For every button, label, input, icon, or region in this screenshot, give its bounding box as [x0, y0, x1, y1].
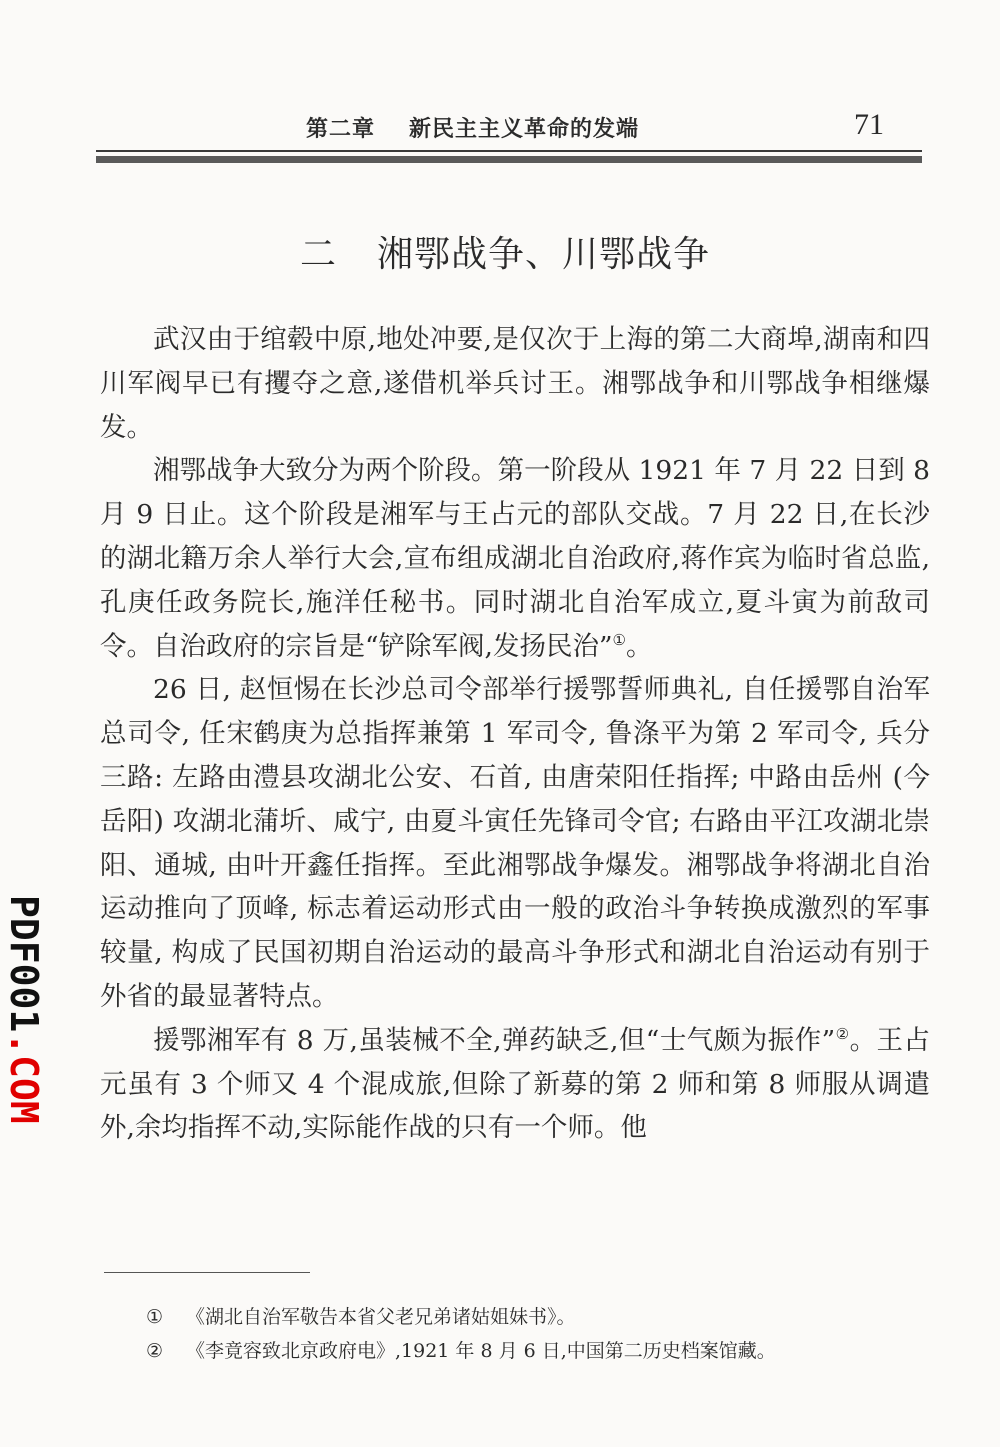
chapter-label: 第二章: [306, 117, 376, 142]
footnotes: [146, 1300, 926, 1368]
section-title: 湘鄂战争、川鄂战争: [377, 234, 711, 275]
site-watermark: [4, 895, 44, 1145]
page-number: 71: [854, 108, 884, 141]
footnote-ref: ②: [835, 1024, 850, 1043]
footnote-rule: [104, 1272, 310, 1273]
watermark-part2: .COM: [2, 1032, 46, 1124]
paragraph: [100, 1019, 930, 1150]
footnote-ref: ①: [612, 630, 626, 649]
footnote-mark: ①: [146, 1306, 164, 1328]
paragraph: [100, 449, 930, 668]
paragraph: [100, 318, 930, 449]
footnote-text: 《李竟容致北京政府电》,1921 年 8 月 6 日,中国第二历史档案馆藏。: [186, 1340, 776, 1362]
paragraph-tail: 。: [625, 630, 653, 662]
header-rule-thin: [96, 150, 922, 152]
footnote-mark: ②: [146, 1340, 164, 1362]
chapter-title: 新民主主义革命的发端: [409, 117, 640, 142]
paragraph-text: 武汉由于绾毂中原,地处冲要,是仅次于上海的第二大商埠,湖南和四川军阀早已有攫夺之意,遂借机举兵讨王。湘鄂战争和川鄂战争相继爆发。: [100, 324, 930, 443]
footnote: [146, 1300, 926, 1334]
paragraph-tail: 。王占元虽有 3 个师又 4 个混成旅,但除了新募的第 2 师和第 8 师服从调遣外,余均指挥不动,实际能作战的只有一个师。他: [100, 1024, 930, 1144]
footnote: [146, 1334, 926, 1368]
running-header: [96, 108, 922, 152]
section-number: 二: [300, 234, 338, 275]
section-heading: [300, 226, 820, 277]
paragraph-text: 26 日, 赵恒惕在长沙总司令部举行援鄂誓师典礼, 自任援鄂自治军总司令, 任宋鹤庚为总指挥兼第 1 军司令, 鲁涤平为第 2 军司令, 兵分三路: 左路由澧县攻湖北公安、石首, 由唐荣阳任指挥; 中路由岳州 (今岳阳) 攻湖北蒲圻、咸宁, 由夏斗寅任先锋司令官; 右路由平江攻湖北崇阳、通城, 由叶开鑫任指挥。至此湘鄂战争爆发。湘鄂战争将湖北自治运动推向了顶峰, 标志着运动形式由一般的政治斗争转换成激烈的军事较量, 构成了民国初期自治运动的最高斗争形式和湖北自治运动有别于外省的最显著特点。: [100, 674, 930, 1012]
running-title: [306, 112, 639, 143]
body-text: [100, 318, 930, 1150]
header-rule-thick: [96, 156, 922, 163]
paragraph-text: 援鄂湘军有 8 万,虽装械不全,弹药缺乏,但“士气颇为振作”: [153, 1024, 836, 1056]
watermark-text: [4, 895, 44, 1124]
watermark-part1: PDF001: [2, 895, 46, 1033]
paragraph: [100, 668, 930, 1018]
paragraph-text: 湘鄂战争大致分为两个阶段。第一阶段从 1921 年 7 月 22 日到 8 月 9 日止。这个阶段是湘军与王占元的部队交战。7 月 22 日,在长沙的湖北籍万余人举行大会,宣布组成湖北自治政府,蒋作宾为临时省总监,孔庚任政务院长,施洋任秘书。同时湖北自治军成立,夏斗寅为前敌司令。自治政府的宗旨是“铲除军阀,发扬民治”: [100, 455, 930, 662]
footnote-text: 《湖北自治军敬告本省父老兄弟诸姑姐妹书》。: [186, 1306, 576, 1328]
